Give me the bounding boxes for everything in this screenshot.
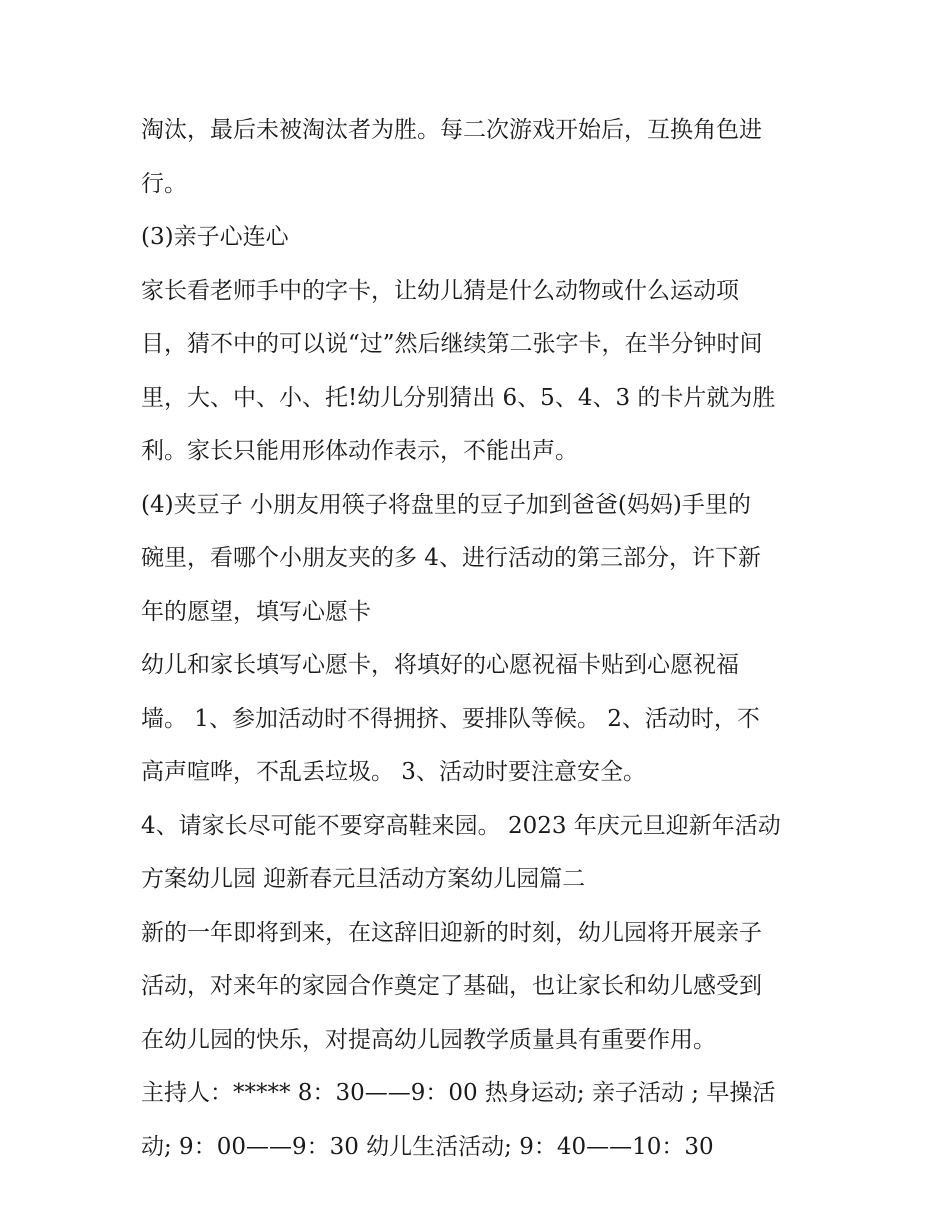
- text-line: 家长看老师手中的字卡，让幼儿猜是什么动物或什么运动项: [141, 277, 739, 304]
- text-line: 活动，对来年的家园合作奠定了基础，也让家长和幼儿感受到: [141, 973, 762, 999]
- text-line: 墙。 1、参加活动时不得拥挤、要排队等候。 2、活动时，不: [141, 705, 760, 732]
- text-line: 在幼儿园的快乐，对提高幼儿园教学质量具有重要作用。: [141, 1026, 716, 1053]
- text-line: 碗里，看哪个小朋友夹的多 4、进行活动的第三部分，许下新: [141, 545, 761, 571]
- section-heading: (3)亲子心连心: [141, 224, 289, 250]
- text-line: 高声喧哗，不乱丢垃圾。 3、活动时要注意安全。: [141, 759, 646, 785]
- document-body: [141, 104, 821, 1174]
- text-line: 年的愿望，填写心愿卡: [141, 598, 371, 625]
- text-line: 主持人：***** 8：30——9：00 热身运动; 亲子活动 ; 早操活: [141, 1080, 776, 1106]
- text-line: (4)夹豆子 小朋友用筷子将盘里的豆子加到爸爸(妈妈)手里的: [141, 491, 751, 518]
- text-line: 4、请家长尽可能不要穿高鞋来园。 2023 年庆元旦迎新年活动: [141, 812, 781, 839]
- text-line: 利。家长只能用形体动作表示，不能出声。: [141, 438, 578, 464]
- text-line: 目，猜不中的可以说“过”然后继续第二张字卡，在半分钟时间: [141, 331, 763, 357]
- text-line: 里，大、中、小、托!幼儿分别猜出 6、5、4、3 的卡片就为胜: [141, 384, 776, 411]
- text-line: 淘汰，最后未被淘汰者为胜。每二次游戏开始后，互换角色进: [141, 117, 762, 143]
- text-line: 动; 9：00——9：30 幼儿生活活动; 9：40——10：30: [141, 1133, 714, 1160]
- text-line: 幼儿和家长填写心愿卡，将填好的心愿祝福卡贴到心愿祝福: [141, 652, 739, 678]
- text-line: 新的一年即将到来，在这辞旧迎新的时刻，幼儿园将开展亲子: [141, 919, 762, 946]
- text-line: 方案幼儿园 迎新春元旦活动方案幼儿园篇二: [141, 866, 586, 892]
- text-line: 行。: [141, 170, 187, 197]
